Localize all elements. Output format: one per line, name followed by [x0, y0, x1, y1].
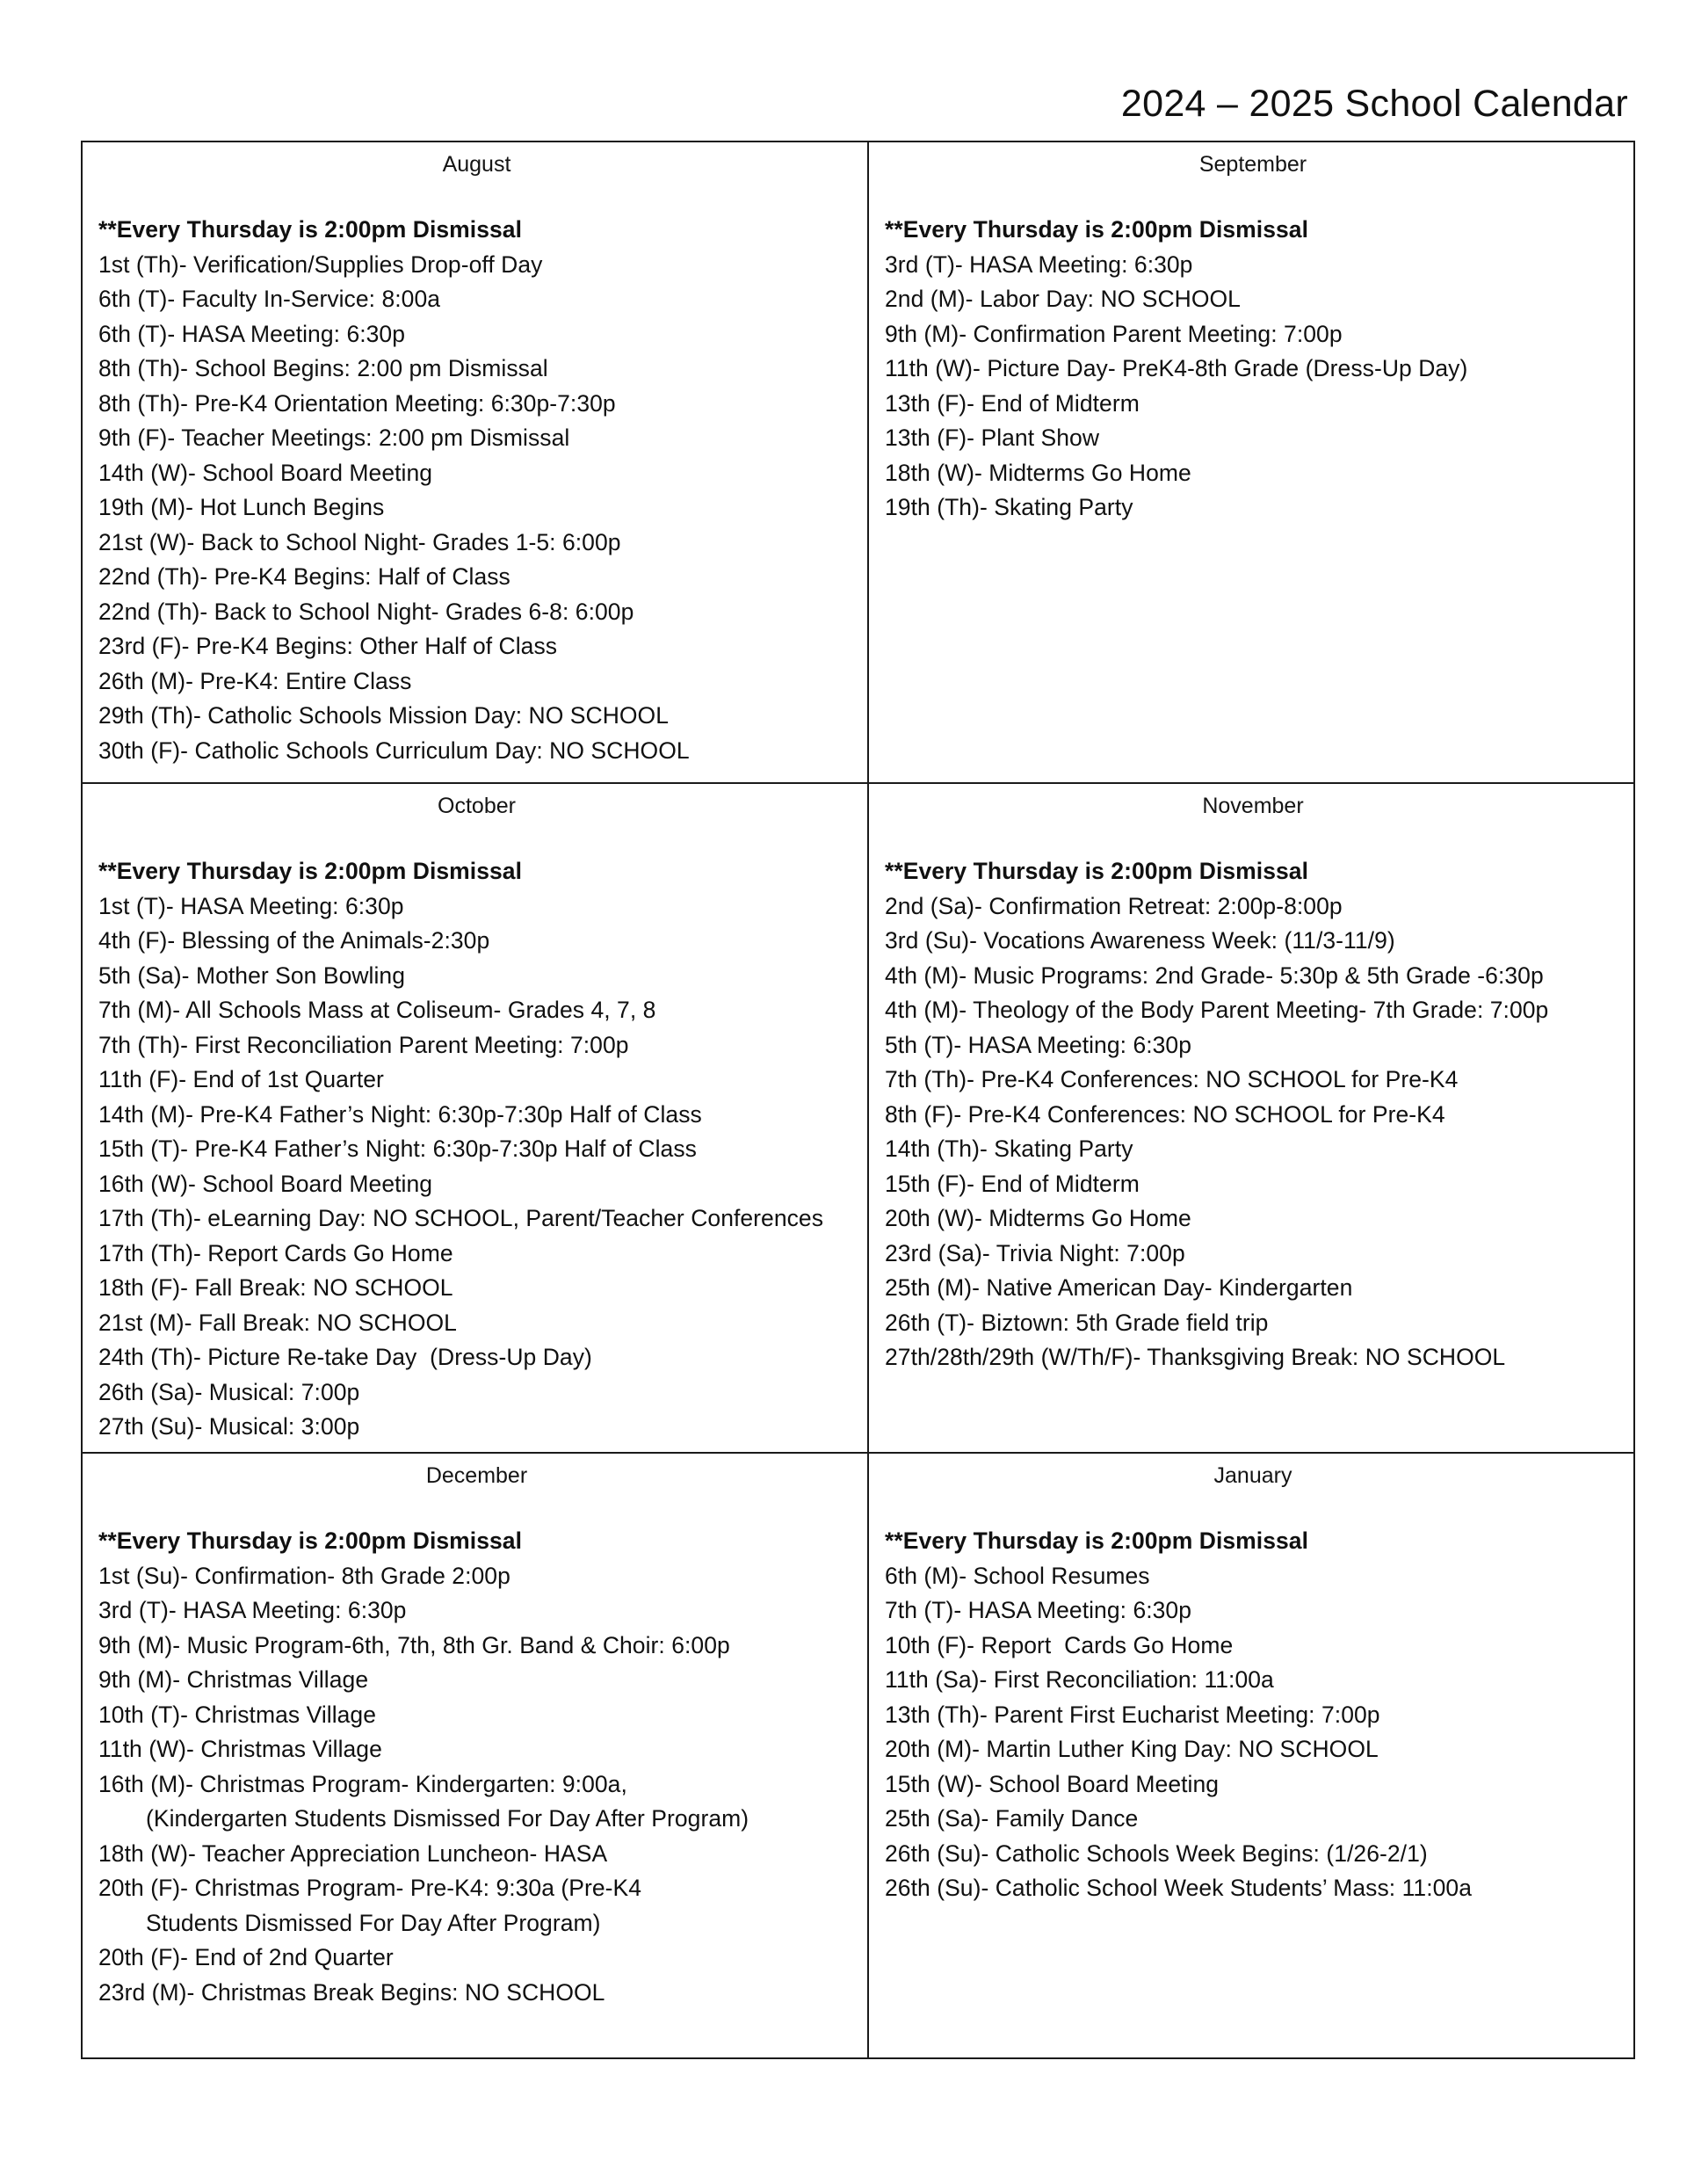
calendar-event-item: 10th (F)- Report Cards Go Home — [885, 1631, 1234, 1658]
calendar-event-item: 23rd (M)- Christmas Break Begins: NO SCHOOL — [98, 1978, 605, 2006]
calendar-event-item: 18th (F)- Fall Break: NO SCHOOL — [98, 1274, 453, 1301]
calendar-event-item: 24th (Th)- Picture Re-take Day (Dress-Up Day) — [98, 1344, 592, 1370]
calendar-event-item: 3rd (T)- HASA Meeting: 6:30p — [885, 250, 1193, 278]
calendar-event-item: 14th (M)- Pre-K4 Father’s Night: 6:30p-7:30p Half of Class — [98, 1100, 702, 1128]
calendar-event-item: 27th (Su)- Musical: 3:00p — [98, 1413, 360, 1440]
calendar-event-item: 11th (W)- Christmas Village — [98, 1736, 382, 1762]
event-list-august — [98, 213, 855, 768]
calendar-event-item: 2nd (M)- Labor Day: NO SCHOOL — [885, 286, 1241, 312]
calendar-event-item: (Kindergarten Students Dismissed For Day After Program) — [146, 1805, 749, 1832]
calendar-event-item: 19th (M)- Hot Lunch Begins — [98, 494, 385, 520]
calendar-event-item: 21st (M)- Fall Break: NO SCHOOL — [98, 1309, 457, 1336]
calendar-event-item: 13th (F)- End of Midterm — [885, 389, 1140, 417]
calendar-event-item: 20th (F)- Christmas Program- Pre-K4: 9:30a (Pre-K4 — [98, 1875, 642, 1901]
calendar-event-item: 16th (W)- School Board Meeting — [98, 1170, 433, 1197]
calendar-event-item: 15th (W)- School Board Meeting — [885, 1770, 1220, 1797]
calendar-event-item: 11th (W)- Picture Day- PreK4-8th Grade (Dress-Up Day) — [885, 355, 1468, 381]
calendar-event-item: 1st (T)- HASA Meeting: 6:30p — [98, 892, 404, 919]
month-cell-october — [82, 783, 868, 1453]
calendar-event-item: 10th (T)- Christmas Village — [98, 1701, 377, 1728]
month-title-october: October — [438, 794, 516, 818]
calendar-event-item: 17th (Th)- eLearning Day: NO SCHOOL, Parent/Teacher Conferences — [98, 1205, 824, 1231]
month-title-december: December — [425, 1463, 528, 1488]
calendar-event-item: 20th (F)- End of 2nd Quarter — [98, 1944, 394, 1970]
calendar-event-item: 20th (W)- Midterms Go Home — [885, 1205, 1191, 1231]
calendar-event-item: 7th (M)- All Schools Mass at Coliseum- Grades 4, 7, 8 — [98, 997, 656, 1023]
month-cell-november — [868, 783, 1634, 1453]
month-cell-december — [82, 1453, 868, 2058]
calendar-event-item: 2nd (Sa)- Confirmation Retreat: 2:00p-8:00p — [885, 892, 1343, 919]
calendar-event-item: 14th (Th)- Skating Party — [885, 1136, 1133, 1162]
calendar-event-item: 18th (W)- Midterms Go Home — [885, 459, 1191, 486]
event-list-september — [885, 213, 1621, 526]
calendar-event-item: 11th (Sa)- First Reconciliation: 11:00a — [885, 1666, 1274, 1693]
calendar-event-item: **Every Thursday is 2:00pm Dismissal — [885, 216, 1308, 243]
calendar-event-item: 11th (F)- End of 1st Quarter — [98, 1066, 384, 1092]
calendar-event-item: 5th (Sa)- Mother Son Bowling — [98, 961, 406, 989]
calendar-row-2 — [82, 783, 1634, 1453]
calendar-event-item: **Every Thursday is 2:00pm Dismissal — [885, 1527, 1308, 1554]
calendar-event-item: 22nd (Th)- Pre-K4 Begins: Half of Class — [98, 563, 510, 590]
event-list-october — [98, 854, 855, 1445]
month-title-january: January — [1213, 1463, 1292, 1488]
calendar-event-item: 9th (M)- Music Program-6th, 7th, 8th Gr. Band & Choir: 6:00p — [98, 1631, 730, 1658]
calendar-event-item: 9th (M)- Confirmation Parent Meeting: 7:00p — [885, 320, 1343, 347]
calendar-event-item: 7th (Th)- First Reconciliation Parent Meeting: 7:00p — [98, 1031, 629, 1058]
calendar-event-item: 16th (M)- Christmas Program- Kindergarten: 9:00a, — [98, 1770, 627, 1797]
calendar-event-item: 19th (Th)- Skating Party — [885, 494, 1133, 520]
calendar-event-item: 25th (M)- Native American Day- Kindergarten — [885, 1274, 1353, 1301]
calendar-event-item: 7th (T)- HASA Meeting: 6:30p — [885, 1597, 1192, 1623]
calendar-event-item: 14th (W)- School Board Meeting — [98, 459, 433, 486]
month-cell-august — [82, 141, 868, 783]
calendar-event-item: **Every Thursday is 2:00pm Dismissal — [885, 858, 1308, 884]
calendar-event-item: 17th (Th)- Report Cards Go Home — [98, 1239, 453, 1266]
calendar-event-item: 26th (Sa)- Musical: 7:00p — [98, 1378, 360, 1405]
calendar-event-item: 5th (T)- HASA Meeting: 6:30p — [885, 1031, 1192, 1058]
calendar-event-item: **Every Thursday is 2:00pm Dismissal — [98, 1527, 522, 1554]
calendar-row-1 — [82, 141, 1634, 783]
calendar-event-item: 29th (Th)- Catholic Schools Mission Day: NO SCHOOL — [98, 702, 670, 729]
calendar-event-item: 8th (F)- Pre-K4 Conferences: NO SCHOOL for Pre-K4 — [885, 1100, 1445, 1128]
calendar-event-item: 6th (T)- Faculty In-Service: 8:00a — [98, 286, 441, 312]
calendar-event-item: Students Dismissed For Day After Program) — [146, 1909, 601, 1936]
month-cell-september — [868, 141, 1634, 783]
calendar-event-item: 3rd (Su)- Vocations Awareness Week: (11/3-11/9) — [885, 927, 1395, 954]
calendar-event-item: 7th (Th)- Pre-K4 Conferences: NO SCHOOL for Pre-K4 — [885, 1066, 1459, 1092]
calendar-event-item: 27th/28th/29th (W/Th/F)- Thanksgiving Break: NO SCHOOL — [885, 1344, 1506, 1370]
calendar-event-item: 1st (Th)- Verification/Supplies Drop-off Day — [98, 250, 543, 278]
event-list-december — [98, 1524, 855, 2010]
calendar-event-item: 26th (Su)- Catholic School Week Students’ Mass: 11:00a — [885, 1875, 1472, 1901]
calendar-event-item: 13th (Th)- Parent First Eucharist Meeting: 7:00p — [885, 1701, 1380, 1728]
calendar-event-item: 30th (F)- Catholic Schools Curriculum Day: NO SCHOOL — [98, 736, 690, 764]
calendar-event-item: 13th (F)- Plant Show — [885, 424, 1100, 451]
event-list-january — [885, 1524, 1621, 1906]
calendar-event-item: 15th (T)- Pre-K4 Father’s Night: 6:30p-7:30p Half of Class — [98, 1136, 697, 1162]
calendar-event-item: 4th (M)- Theology of the Body Parent Meeting- 7th Grade: 7:00p — [885, 997, 1549, 1023]
calendar-event-item: 1st (Su)- Confirmation- 8th Grade 2:00p — [98, 1562, 510, 1589]
calendar-event-item: 23rd (F)- Pre-K4 Begins: Other Half of Class — [98, 633, 558, 659]
calendar-event-item: 25th (Sa)- Family Dance — [885, 1805, 1139, 1832]
month-title-august: August — [442, 152, 511, 177]
calendar-event-item: 6th (M)- School Resumes — [885, 1562, 1150, 1589]
calendar-event-item: 9th (M)- Christmas Village — [98, 1666, 369, 1693]
calendar-event-item: 15th (F)- End of Midterm — [885, 1170, 1140, 1197]
month-title-september: September — [1198, 152, 1307, 177]
month-title-november: November — [1202, 794, 1304, 818]
calendar-grid — [81, 141, 1635, 2059]
month-cell-january — [868, 1453, 1634, 2058]
calendar-event-item: 23rd (Sa)- Trivia Night: 7:00p — [885, 1239, 1185, 1266]
calendar-event-item: 4th (F)- Blessing of the Animals-2:30p — [98, 927, 490, 954]
calendar-event-item: 26th (T)- Biztown: 5th Grade field trip — [885, 1309, 1269, 1336]
calendar-event-item: **Every Thursday is 2:00pm Dismissal — [98, 216, 522, 243]
event-list-november — [885, 854, 1621, 1375]
calendar-event-item: 4th (M)- Music Programs: 2nd Grade- 5:30p & 5th Grade -6:30p — [885, 961, 1544, 989]
calendar-event-item: 22nd (Th)- Back to School Night- Grades 6-8: 6:00p — [98, 598, 634, 625]
calendar-event-item: 20th (M)- Martin Luther King Day: NO SCHOOL — [885, 1736, 1379, 1762]
calendar-event-item: 8th (Th)- School Begins: 2:00 pm Dismissal — [98, 355, 548, 381]
calendar-event-item: 9th (F)- Teacher Meetings: 2:00 pm Dismissal — [98, 424, 570, 451]
page-title: 2024 – 2025 School Calendar — [1120, 83, 1628, 125]
calendar-event-item: 6th (T)- HASA Meeting: 6:30p — [98, 320, 406, 347]
calendar-event-item: 21st (W)- Back to School Night- Grades 1-5: 6:00p — [98, 528, 621, 555]
calendar-row-3 — [82, 1453, 1634, 2058]
calendar-event-item: 26th (M)- Pre-K4: Entire Class — [98, 667, 412, 694]
calendar-event-item: 3rd (T)- HASA Meeting: 6:30p — [98, 1597, 407, 1623]
calendar-event-item: 8th (Th)- Pre-K4 Orientation Meeting: 6:30p-7:30p — [98, 389, 616, 417]
calendar-event-item: 26th (Su)- Catholic Schools Week Begins: (1/26-2/1) — [885, 1839, 1428, 1867]
calendar-event-item: **Every Thursday is 2:00pm Dismissal — [98, 858, 522, 884]
calendar-event-item: 18th (W)- Teacher Appreciation Luncheon- HASA — [98, 1839, 608, 1867]
